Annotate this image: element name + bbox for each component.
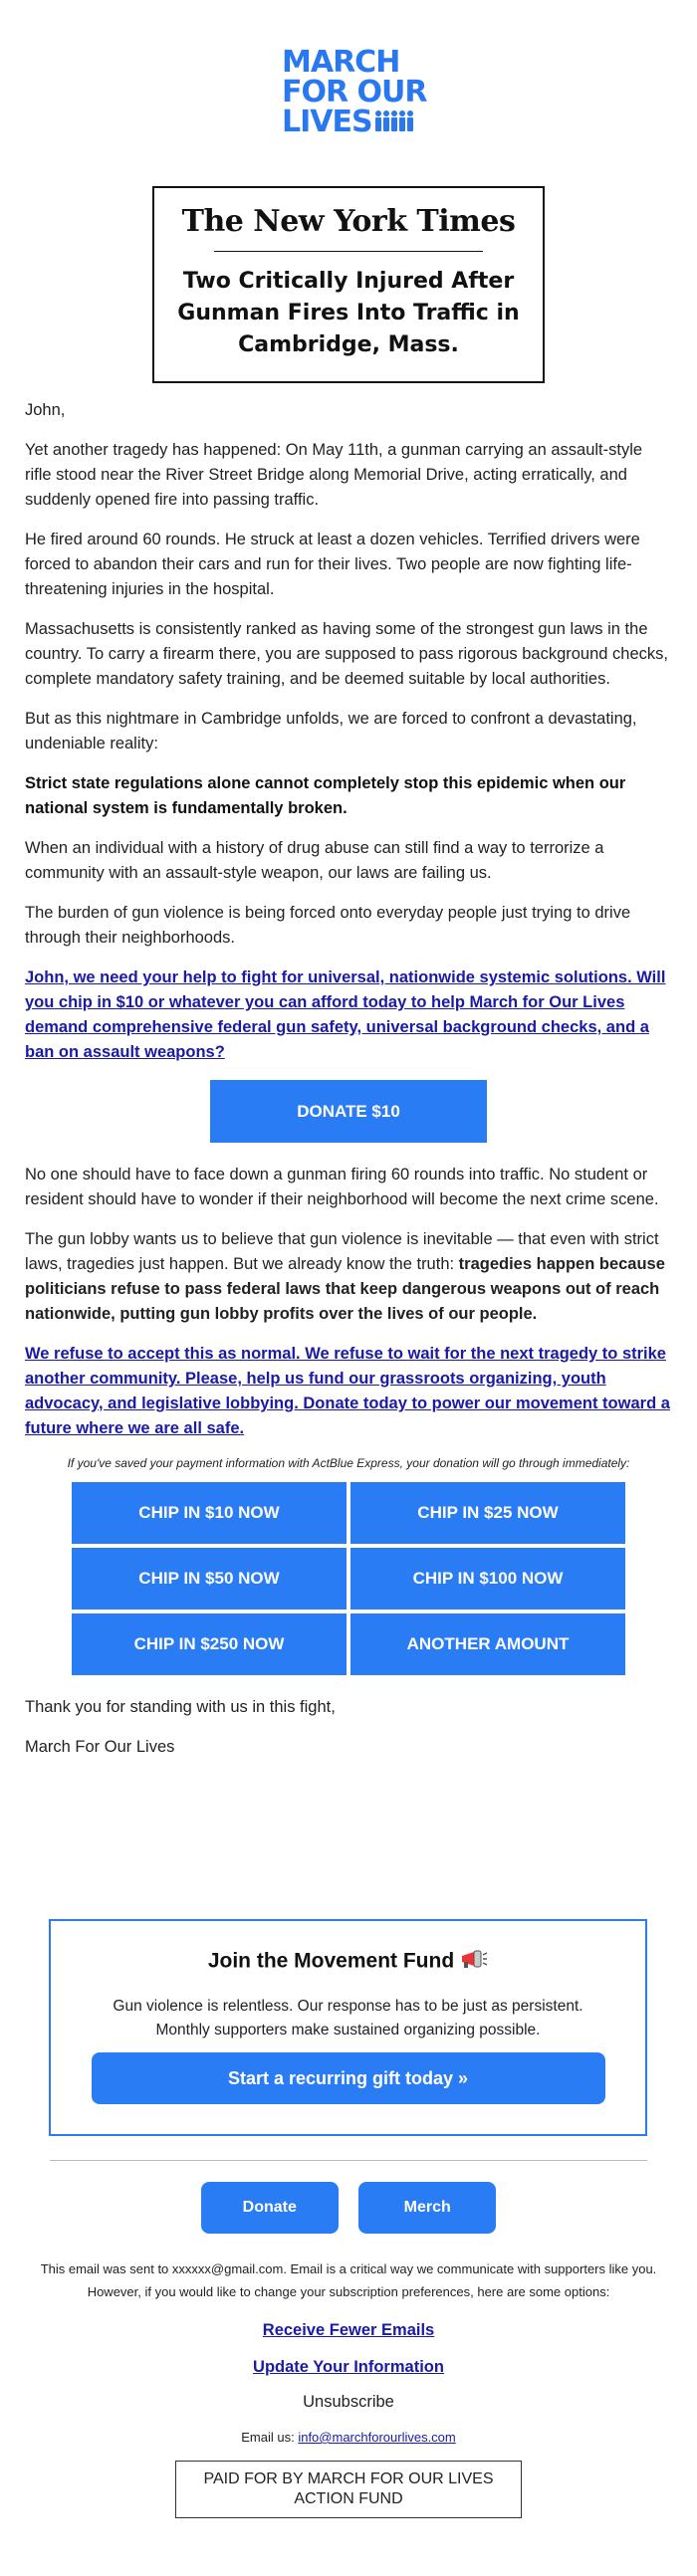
email-us-label: Email us: <box>241 2430 299 2445</box>
nyt-divider <box>214 251 483 252</box>
unsubscribe-link[interactable]: Unsubscribe <box>303 2393 394 2411</box>
donate-appeal-link-1[interactable]: John, we need your help to fight for universal, nationwide systemic solutions. Will you chip in $10 or whatever you can afford today to help March for Our Lives demand comprehensive federal gun safety, universal background checks, and a ban on assault weapons? <box>25 968 666 1061</box>
logo-line-3-wrap <box>282 107 415 137</box>
paragraph-1: Yet another tragedy has happened: On May 11th, a gunman carrying an assault-style rifle stood near the River Street Bridge along Memorial Drive, acting erratically, and suddenly opened fire into passing traffic. <box>25 441 643 509</box>
fund-title-wrap <box>51 1949 645 1975</box>
footer-buttons <box>0 2182 697 2234</box>
update-information-link[interactable]: Update Your Information <box>253 2358 444 2376</box>
movement-fund-card <box>49 1919 647 2136</box>
recurring-gift-button[interactable]: Start a recurring gift today » <box>92 2052 605 2104</box>
paragraph-8: No one should have to face down a gunman firing 60 rounds into traffic. No student or resident should have to wonder if their neighborhood will become the next crime scene. <box>25 1166 659 1208</box>
subscription-notice: This email was sent to xxxxxx@gmail.com. Email is a critical way we communicate with supporters like you. However, if you would like to change your subscription preferences, here are some options: <box>40 2261 657 2299</box>
chip-in-250-button[interactable]: CHIP IN $250 NOW <box>72 1613 347 1675</box>
another-amount-button[interactable]: ANOTHER AMOUNT <box>350 1613 625 1675</box>
footer-divider <box>50 2160 647 2161</box>
paragraph-3: Massachusetts is consistently ranked as having some of the strongest gun laws in the country. To carry a firearm there, you are supposed to pass rigorous background checks, complete mandatory safety training, and be deemed suitable by local authorities. <box>25 620 668 688</box>
paragraph-4: But as this nightmare in Cambridge unfolds, we are forced to confront a devastating, undeniable reality: <box>25 710 637 752</box>
paragraph-6: When an individual with a history of drug abuse can still find a way to terrorize a community with an assault-style weapon, our laws are failing us. <box>25 839 604 882</box>
email-body <box>25 398 672 1775</box>
chip-in-50-button[interactable]: CHIP IN $50 NOW <box>72 1548 347 1610</box>
logo-line-2: FOR OUR <box>282 75 427 109</box>
fund-text: Gun violence is relentless. Our response has to be just as persistent. Monthly supporters make sustained organizing possible. <box>113 1998 583 2039</box>
paragraph-9-bold: tragedies happen because politicians refuse to pass federal laws that keep dangerous weapons out of reach nationwide, putting gun lobby profits over the lives of our people. <box>25 1255 665 1323</box>
megaphone-icon <box>460 1949 488 1975</box>
logo-line-3: LIVES <box>282 105 372 139</box>
actblue-note: If you've saved your payment information with ActBlue Express, your donation will go through immediately: <box>67 1456 630 1470</box>
paragraph-7: The burden of gun violence is being forced onto everyday people just trying to drive through their neighborhoods. <box>25 904 631 947</box>
donate-appeal-link-2[interactable]: We refuse to accept this as normal. We refuse to wait for the next tragedy to strike another community. Please, help us fund our grassroots organizing, youth advocacy, and legislative lobbying. Donate today to power our movement toward a future where we are all safe. <box>25 1345 670 1437</box>
email-address-link[interactable]: info@marchforourlives.com <box>298 2430 456 2445</box>
footer-donate-button[interactable]: Donate <box>201 2182 339 2234</box>
nyt-masthead: The New York Times <box>181 204 516 239</box>
logo-line-1: MARCH <box>282 45 400 80</box>
fund-title: Join the Movement Fund <box>207 1949 455 1973</box>
paragraph-9-text: The gun lobby wants us to believe that gun violence is inevitable — that even with strict laws, tragedies just happen. But we already know the truth: <box>25 1230 659 1273</box>
chip-in-grid <box>72 1482 625 1675</box>
signature: March For Our Lives <box>25 1738 175 1756</box>
chip-in-100-button[interactable]: CHIP IN $100 NOW <box>350 1548 625 1610</box>
receive-fewer-emails-link[interactable]: Receive Fewer Emails <box>262 2321 435 2339</box>
nyt-headline: Two Critically Injured After Gunman Fires Into Traffic in Cambridge, Mass. <box>177 269 520 357</box>
footer <box>40 2257 657 2518</box>
chip-in-25-button[interactable]: CHIP IN $25 NOW <box>350 1482 625 1544</box>
thanks-line: Thank you for standing with us in this fight, <box>25 1698 336 1716</box>
footer-merch-button[interactable]: Merch <box>358 2182 496 2234</box>
chip-in-10-button[interactable]: CHIP IN $10 NOW <box>72 1482 347 1544</box>
people-icon <box>374 107 414 133</box>
paragraph-9 <box>25 1227 672 1327</box>
paragraph-5-bold: Strict state regulations alone cannot completely stop this epidemic when our national system is fundamentally broken. <box>25 774 626 817</box>
paragraph-2: He fired around 60 rounds. He struck at least a dozen vehicles. Terrified drivers were forced to abandon their cars and run for their lives. Two people are now fighting life-threatening injuries in the hospital. <box>25 531 640 598</box>
donate-10-button[interactable]: DONATE $10 <box>210 1080 487 1143</box>
nyt-headline-card[interactable] <box>152 186 545 383</box>
greeting: John, <box>25 401 66 419</box>
email-us-line <box>40 2430 657 2445</box>
paid-for-disclaimer: PAID FOR BY MARCH FOR OUR LIVES ACTION FUND <box>175 2461 522 2518</box>
march-for-our-lives-logo[interactable] <box>282 45 427 143</box>
